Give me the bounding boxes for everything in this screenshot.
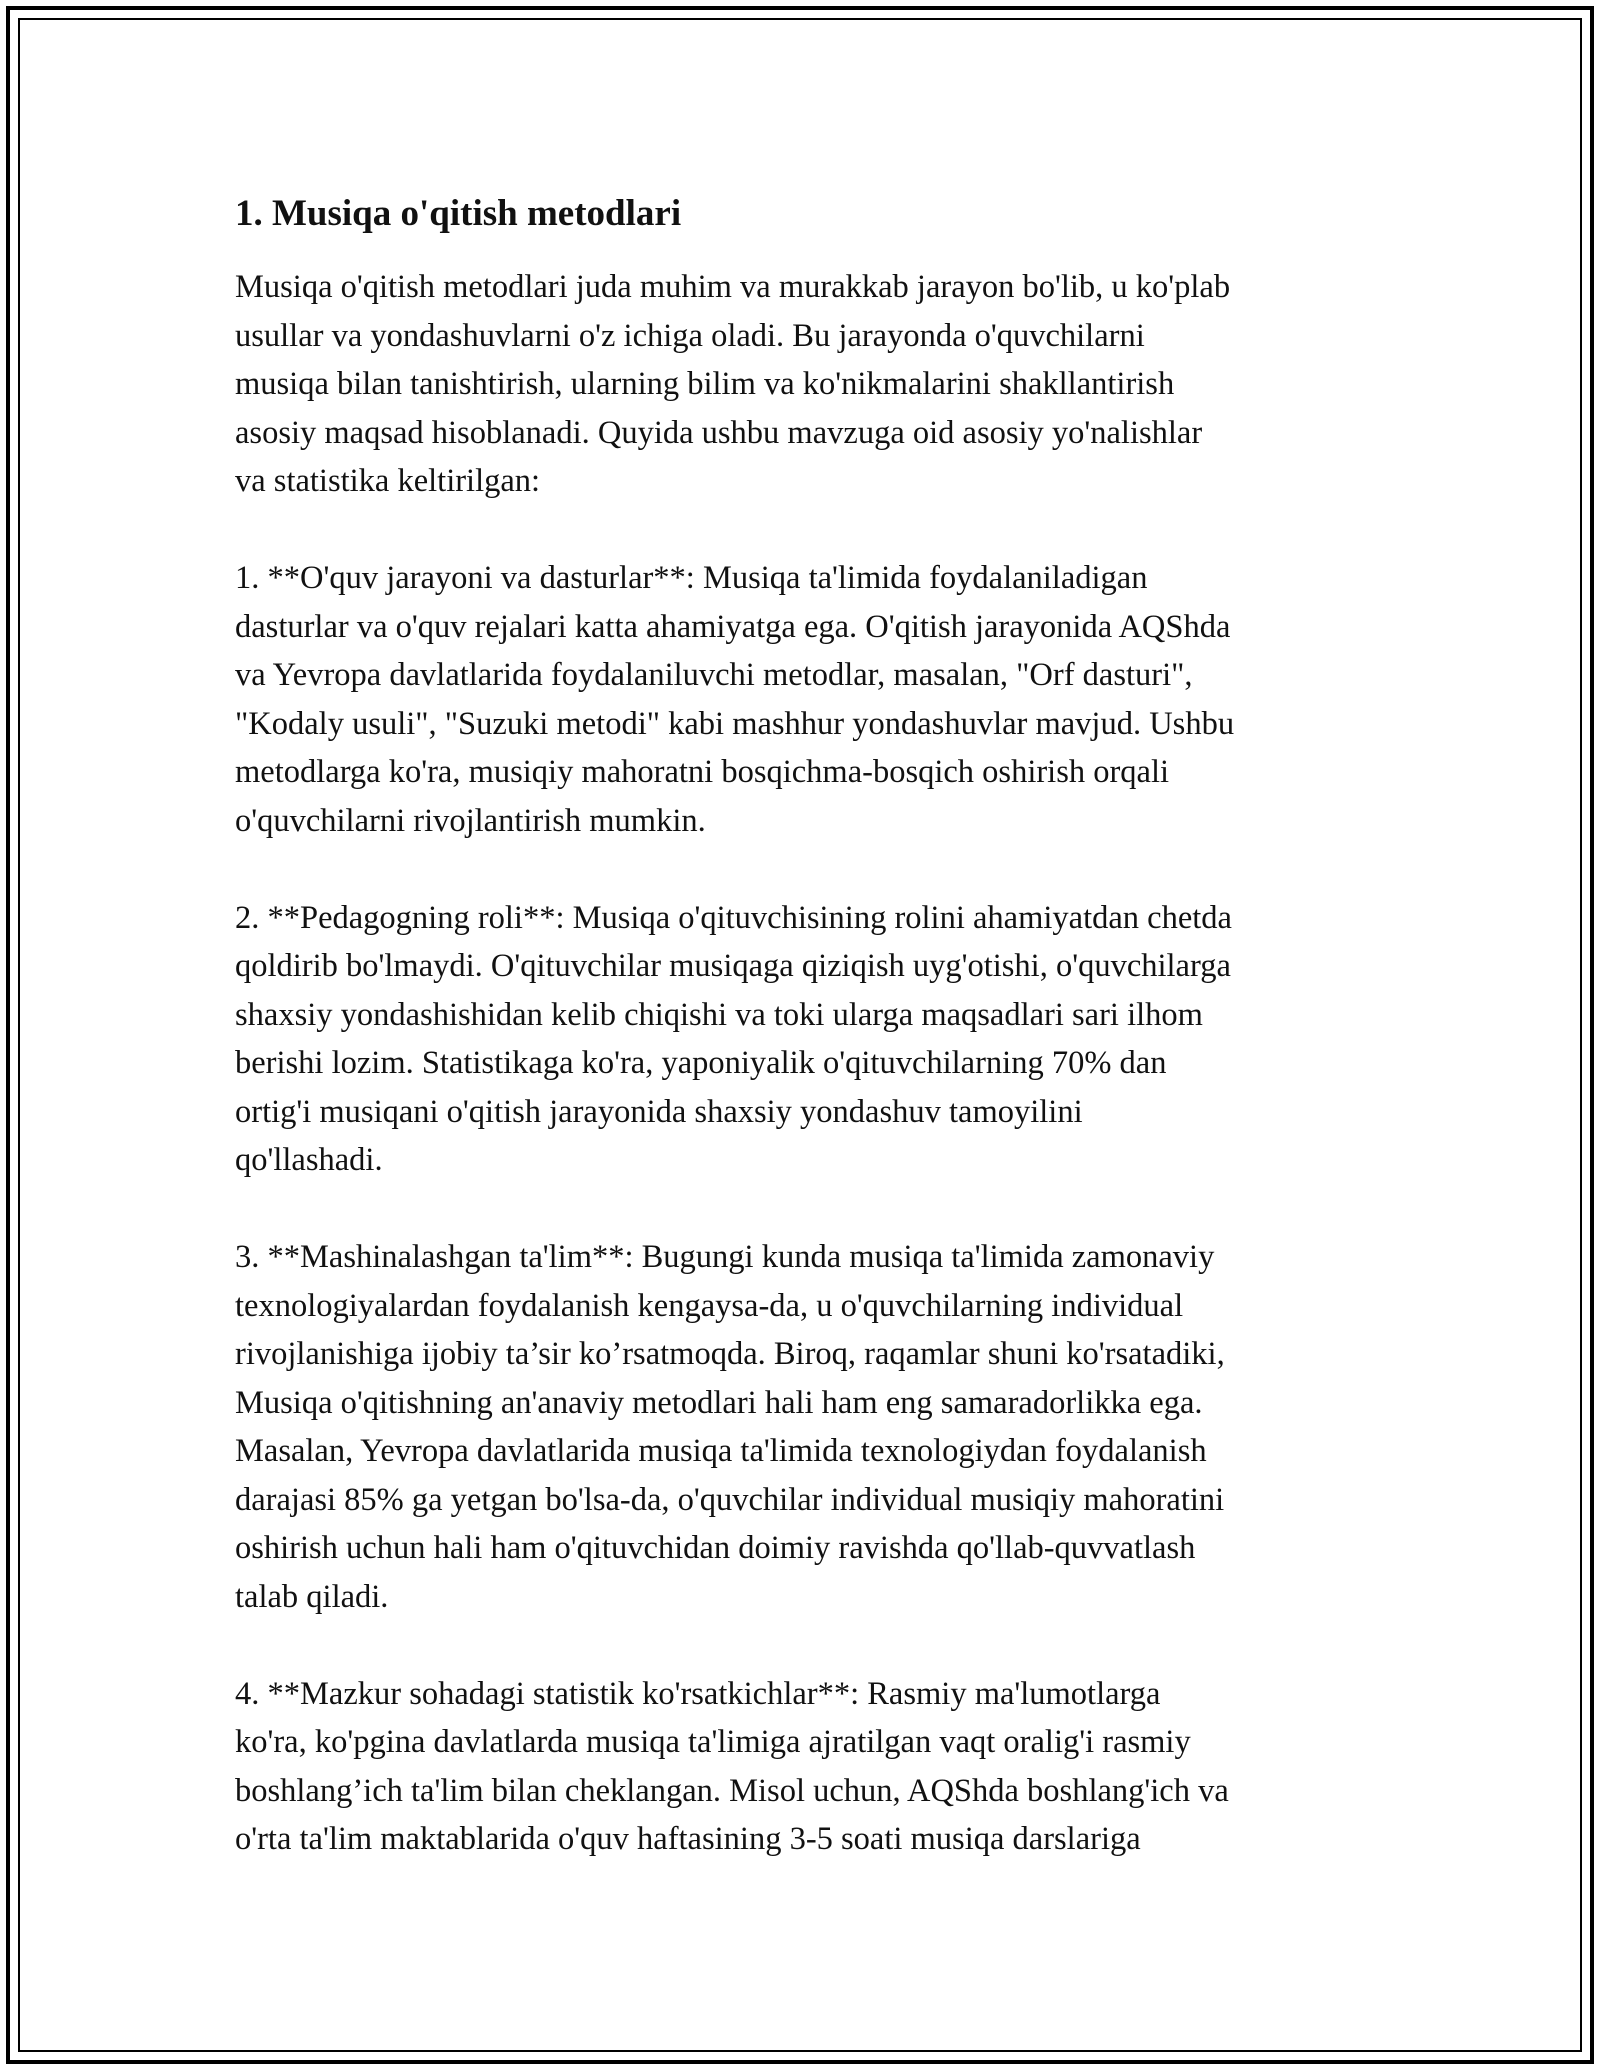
text-line: 4. **Mazkur sohadagi statistik ko'rsatkichlar**: Rasmiy ma'lumotlarga <box>235 1675 1161 1712</box>
text-line: o'rta ta'lim maktablarida o'quv haftasining 3-5 soati musiqa darslariga <box>235 1821 1141 1857</box>
text-line: Masalan, Yevropa davlatlarida musiqa ta'limida texnologiydan foydalanish <box>235 1433 1207 1469</box>
text-line: qoldirib bo'lmaydi. O'qituvchilar musiqaga qiziqish uyg'otishi, o'quvchilarga <box>235 948 1231 984</box>
text-line: texnologiyalardan foydalanish kengaysa-da, u o'quvchilarning individual <box>235 1287 1184 1324</box>
text-line: talab qiladi. <box>235 1578 389 1615</box>
text-line: darajasi 85% ga yetgan bo'lsa-da, o'quvchilar individual musiqiy mahoratini <box>235 1481 1225 1518</box>
text-line: va Yevropa davlatlarida foydalaniluvchi metodlar, masalan, "Orf dasturi", <box>235 657 1193 693</box>
text-line: qo'llashadi. <box>235 1142 383 1178</box>
text-line: asosiy maqsad hisoblanadi. Quyida ushbu mavzuga oid asosiy yo'nalishlar <box>235 414 1203 451</box>
paragraph-item-1 <box>235 554 1365 845</box>
text-line: o'quvchilarni rivojlantirish mumkin. <box>235 802 706 839</box>
text-line: berishi lozim. Statistikaga ko'ra, yaponiyalik o'qituvchilarning 70% dan <box>235 1045 1167 1081</box>
text-line: oshirish uchun hali ham o'qituvchidan doimiy ravishda qo'llab-quvvatlash <box>235 1530 1196 1566</box>
document-title: 1. Musiqa o'qitish metodlari <box>235 193 682 234</box>
text-line: rivojlanishiga ijobiy ta’sir ko’rsatmoqda. Biroq, raqamlar shuni ko'rsatadiki, <box>235 1336 1225 1372</box>
text-line: 2. **Pedagogning roli**: Musiqa o'qituvchisining rolini ahamiyatdan chetda <box>235 899 1232 936</box>
text-line: 3. **Mashinalashgan ta'lim**: Bugungi kunda musiqa ta'limida zamonaviy <box>235 1239 1215 1275</box>
text-line: va statistika keltirilgan: <box>235 463 541 499</box>
paragraph-item-2 <box>235 894 1365 1185</box>
paragraph-item-4 <box>235 1670 1365 1864</box>
text-line: shaxsiy yondashishidan kelib chiqishi va toki ularga maqsadlari sari ilhom <box>235 996 1203 1033</box>
text-line: usullar va yondashuvlarni o'z ichiga oladi. Bu jarayonda o'quvchilarni <box>235 317 1145 354</box>
text-line: Musiqa o'qitishning an'anaviy metodlari hali ham eng samaradorlikka ega. <box>235 1384 1203 1421</box>
text-line: metodlarga ko'ra, musiqiy mahoratni bosqichma-bosqich oshirish orqali <box>235 754 1170 790</box>
document-body <box>235 190 1365 1912</box>
paragraph-item-3 <box>235 1233 1365 1621</box>
text-line: Musiqa o'qitish metodlari juda muhim va murakkab jarayon bo'lib, u ko'plab <box>235 269 1231 305</box>
text-line: 1. **O'quv jarayoni va dasturlar**: Musiqa ta'limida foydalaniladigan <box>235 560 1148 596</box>
text-line: ko'ra, ko'pgina davlatlarda musiqa ta'limiga ajratilgan vaqt oralig'i rasmiy <box>235 1724 1191 1760</box>
text-line: ortig'i musiqani o'qitish jarayonida shaxsiy yondashuv tamoyilini <box>235 1093 1083 1130</box>
paragraph-intro <box>235 263 1365 506</box>
text-line: dasturlar va o'quv rejalari katta ahamiyatga ega. O'qitish jarayonida AQShda <box>235 608 1231 645</box>
text-line: "Kodaly usuli", "Suzuki metodi" kabi mashhur yondashuvlar mavjud. Ushbu <box>235 705 1235 742</box>
text-line: musiqa bilan tanishtirish, ularning bilim va ko'nikmalarini shakllantirish <box>235 366 1175 402</box>
text-line: boshlang’ich ta'lim bilan cheklangan. Misol uchun, AQShda boshlang'ich va <box>235 1772 1229 1809</box>
